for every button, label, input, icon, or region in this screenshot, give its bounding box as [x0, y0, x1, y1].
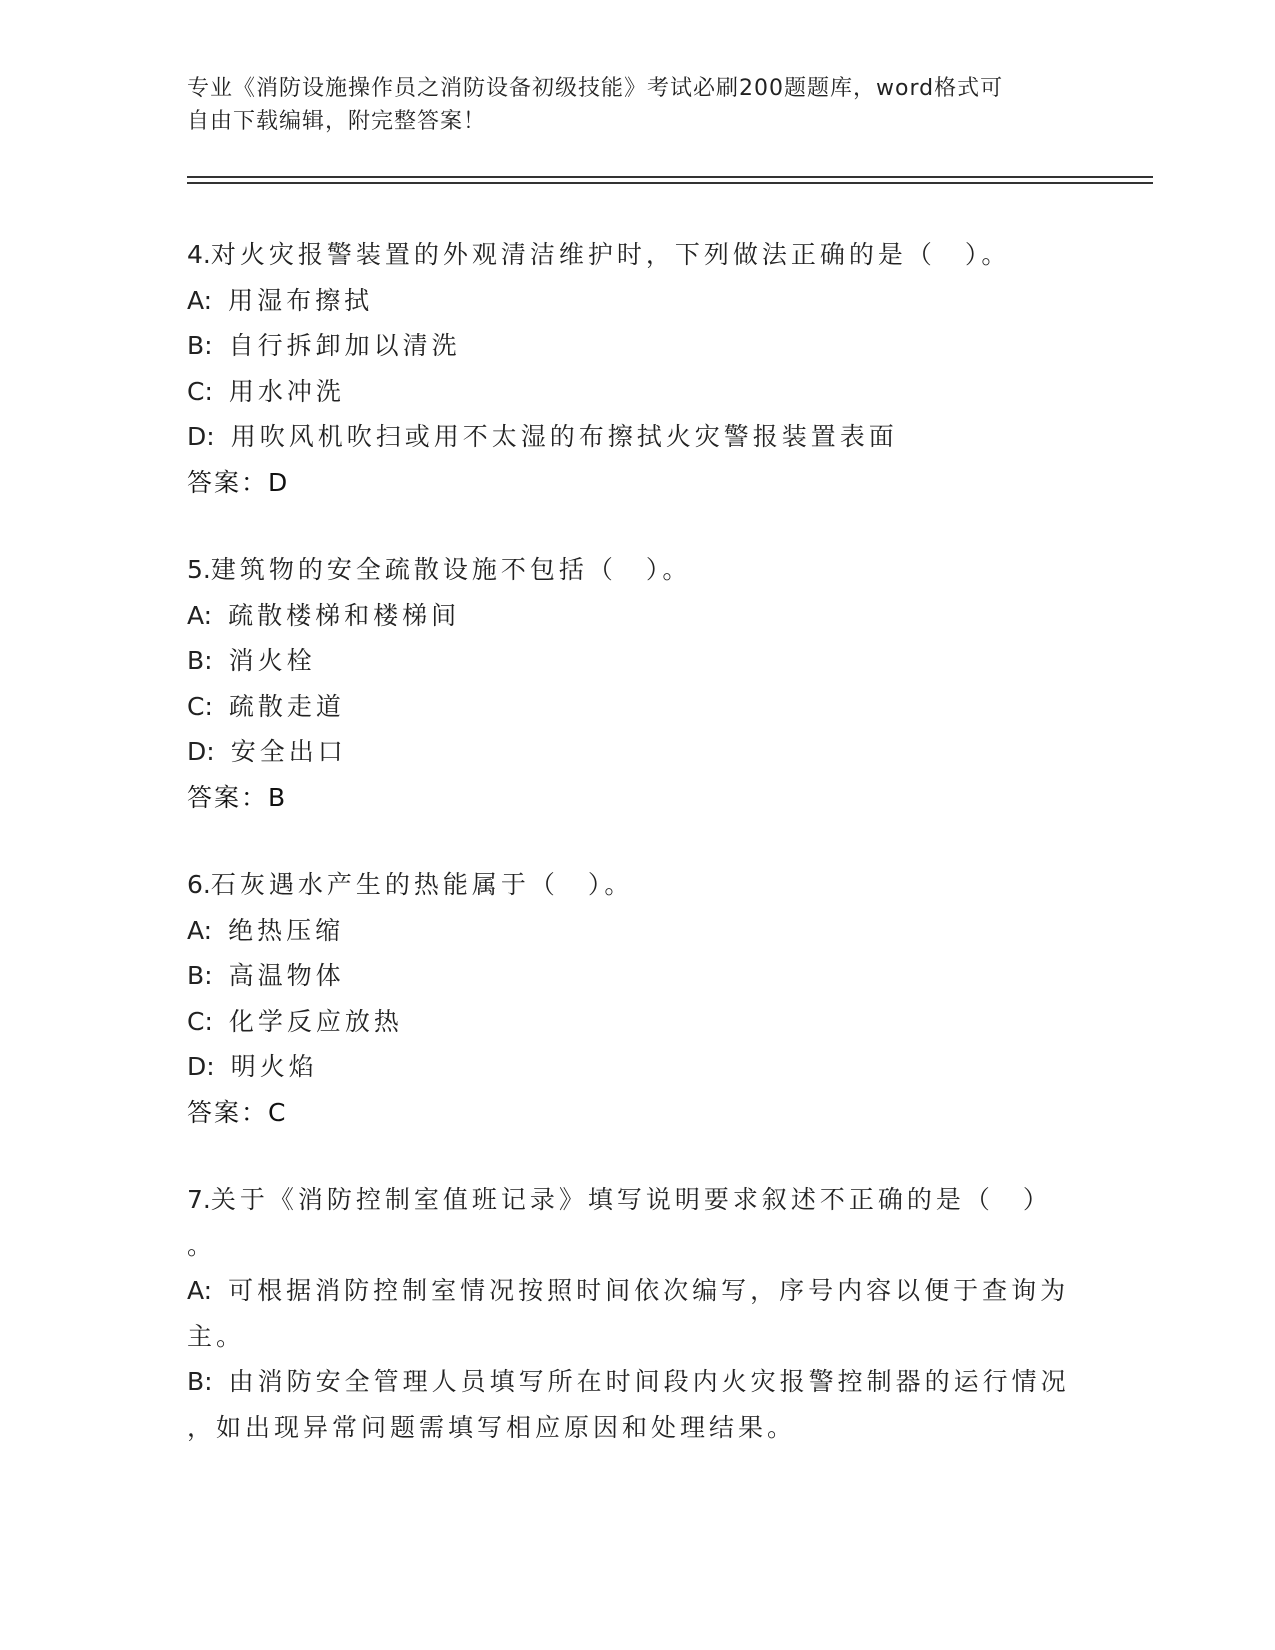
option-b — [187, 953, 1087, 999]
option-d — [187, 1044, 1087, 1090]
header-title-line-1: 专业《消防设施操作员之消防设备初级技能》考试必刷200题题库，word格式可 — [187, 76, 1004, 101]
option-letter: B: — [187, 961, 213, 990]
question-text: 建筑物的安全疏散设施不包括（ ）。 — [210, 555, 692, 584]
question-7 — [187, 1177, 1087, 1450]
option-a — [187, 1268, 1087, 1314]
question-number: 6. — [187, 870, 211, 899]
question-list — [187, 232, 1087, 1492]
option-text: 绝热压缩 — [228, 915, 345, 945]
option-text: 用吹风机吹扫或用不太湿的布擦拭火灾警报装置表面 — [230, 422, 898, 451]
option-text: 自行拆卸加以清洗 — [228, 331, 461, 360]
option-b-continuation: ，如出现异常问题需填写相应原因和处理结果。 — [187, 1412, 797, 1442]
option-letter: C: — [187, 691, 213, 721]
option-text: 消火栓 — [228, 646, 316, 675]
answer-label: 答案： — [187, 1097, 269, 1127]
option-text: 疏散楼梯和楼梯间 — [228, 600, 461, 630]
option-text: 用水冲洗 — [228, 376, 345, 406]
option-letter: B: — [187, 1367, 213, 1396]
option-text: 安全出口 — [230, 737, 347, 766]
option-a-continuation: 主。 — [187, 1321, 246, 1351]
option-c — [187, 369, 1087, 415]
option-a — [187, 278, 1087, 324]
answer-line — [187, 775, 1087, 821]
question-4 — [187, 232, 1087, 505]
option-a — [187, 593, 1087, 639]
option-d — [187, 729, 1087, 775]
option-letter: A: — [187, 600, 213, 630]
question-stem — [187, 232, 1087, 278]
option-b — [187, 323, 1087, 369]
option-b — [187, 1359, 1087, 1405]
option-letter: D: — [187, 737, 215, 766]
question-text: 石灰遇水产生的热能属于（ ）。 — [210, 870, 634, 899]
header-title-line-2: 自由下载编辑，附完整答案！ — [187, 109, 487, 134]
answer-value: C — [268, 1097, 286, 1127]
question-number: 7. — [187, 1185, 211, 1214]
answer-label: 答案： — [187, 782, 269, 812]
question-5 — [187, 547, 1087, 820]
option-text: 由消防安全管理人员填写所在时间段内火灾报警控制器的运行情况 — [228, 1367, 1070, 1396]
header-divider-bottom — [187, 182, 1153, 184]
question-text: 关于《消防控制室值班记录》填写说明要求叙述不正确的是（ ） — [210, 1185, 1052, 1214]
answer-line — [187, 460, 1087, 506]
option-c — [187, 684, 1087, 730]
question-stem — [187, 862, 1087, 908]
answer-line — [187, 1090, 1087, 1136]
option-text: 高温物体 — [228, 961, 345, 990]
option-letter: D: — [187, 422, 215, 451]
answer-value: D — [268, 467, 288, 497]
header-divider-top — [187, 176, 1153, 178]
question-number: 4. — [187, 240, 211, 269]
document-header — [187, 72, 1067, 138]
option-text: 用湿布擦拭 — [228, 285, 374, 315]
option-letter: A: — [187, 915, 213, 945]
option-text: 可根据消防控制室情况按照时间依次编写，序号内容以便于查询为 — [228, 1276, 1070, 1305]
option-letter: C: — [187, 376, 213, 406]
answer-value: B — [268, 782, 286, 812]
question-6 — [187, 862, 1087, 1135]
option-letter: A: — [187, 285, 213, 315]
answer-label: 答案： — [187, 467, 269, 497]
option-letter: B: — [187, 646, 213, 675]
question-stem — [187, 547, 1087, 593]
option-b — [187, 638, 1087, 684]
question-stem — [187, 1177, 1087, 1223]
option-letter: B: — [187, 331, 213, 360]
option-letter: D: — [187, 1052, 215, 1081]
option-letter: A: — [187, 1276, 213, 1305]
option-text: 化学反应放热 — [228, 1006, 403, 1036]
question-text: 对火灾报警装置的外观清洁维护时，下列做法正确的是（ ）。 — [210, 240, 1011, 269]
option-text: 疏散走道 — [228, 691, 345, 721]
option-d — [187, 414, 1087, 460]
question-number: 5. — [187, 555, 211, 584]
option-letter: C: — [187, 1006, 213, 1036]
option-c — [187, 999, 1087, 1045]
option-a — [187, 908, 1087, 954]
option-text: 明火焰 — [230, 1052, 318, 1081]
question-stem-continuation: 。 — [187, 1230, 217, 1260]
